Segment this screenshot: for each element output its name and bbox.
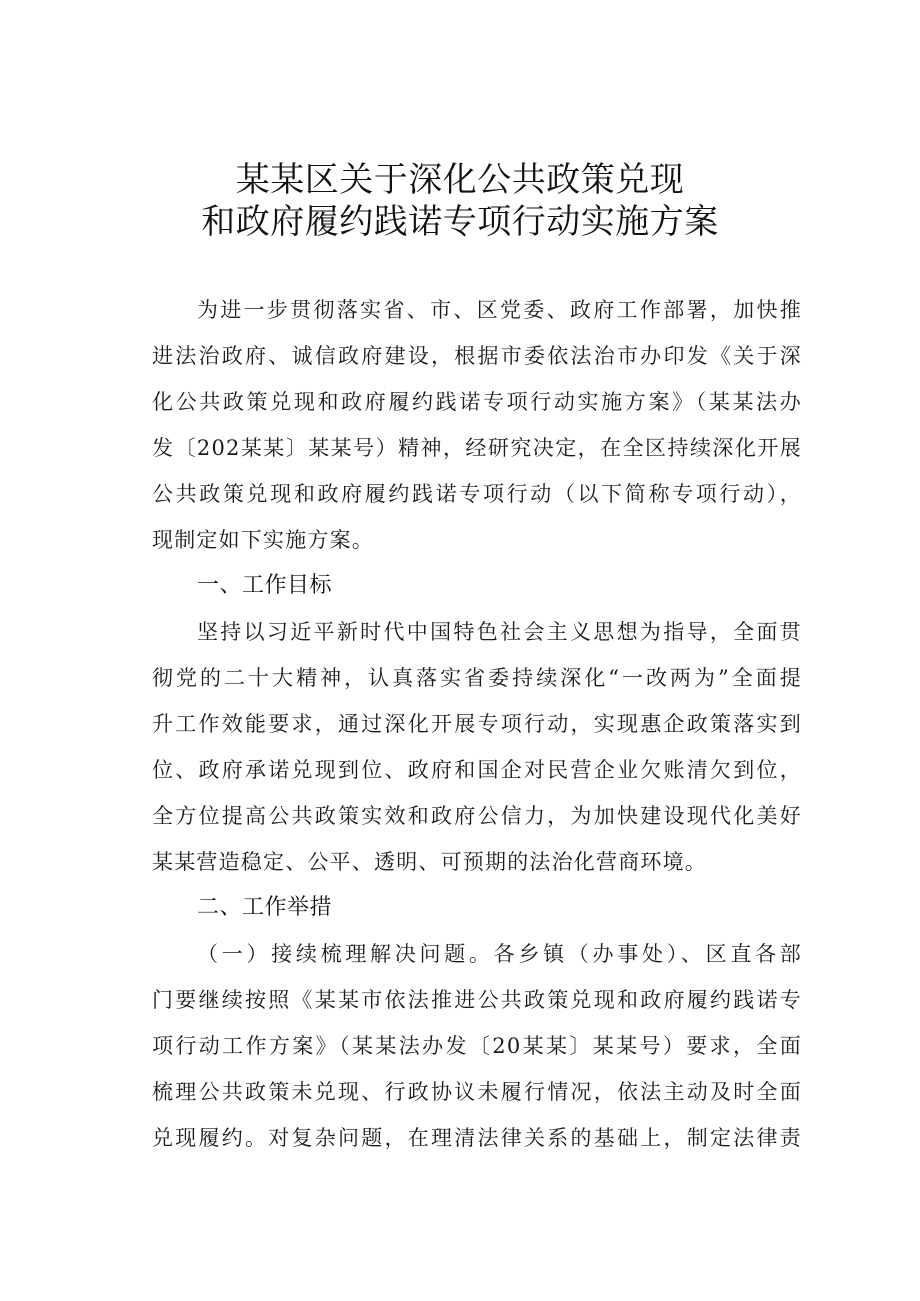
section-heading-measures: 二、工作举措 bbox=[197, 895, 333, 920]
intro-line: 发〔202某某〕某某号）精神，经研究决定，在全区持续深化开展 bbox=[152, 436, 802, 460]
intro-line: 进法治政府、诚信政府建设，根据市委依法治市办印发《关于深 bbox=[152, 344, 802, 368]
document-title-line-2: 和政府履约践诺专项行动实施方案 bbox=[201, 202, 719, 242]
intro-line: 现制定如下实施方案。 bbox=[152, 528, 374, 552]
section2-line: 兑现履约。对复杂问题，在理清法律关系的基础上，制定法律责 bbox=[152, 1126, 802, 1150]
intro-line: 公共政策兑现和政府履约践诺专项行动（以下简称专项行动）， bbox=[152, 482, 802, 506]
section1-line: 全方位提高公共政策实效和政府公信力，为加快建设现代化美好 bbox=[152, 804, 802, 828]
section1-line: 某某营造稳定、公平、透明、可预期的法治化营商环境。 bbox=[152, 850, 707, 874]
section1-line: 升工作效能要求，通过深化开展专项行动，实现惠企政策落实到 bbox=[152, 712, 802, 736]
section2-line: 项行动工作方案》（某某法办发〔20某某〕某某号）要求，全面 bbox=[152, 1034, 802, 1058]
section2-line: （一）接续梳理解决问题。各乡镇（办事处）、区直各部 bbox=[197, 942, 802, 966]
section2-line: 门要继续按照《某某市依法推进公共政策兑现和政府履约践诺专 bbox=[152, 988, 802, 1012]
section2-line: 梳理公共政策未兑现、行政协议未履行情况，依法主动及时全面 bbox=[152, 1080, 802, 1104]
section1-line: 坚持以习近平新时代中国特色社会主义思想为指导，全面贯 bbox=[197, 620, 802, 644]
intro-line: 化公共政策兑现和政府履约践诺专项行动实施方案》（某某法办 bbox=[152, 390, 802, 414]
section1-line: 彻党的二十大精神，认真落实省委持续深化“一改两为”全面提 bbox=[152, 666, 802, 690]
document-title-line-1: 某某区关于深化公共政策兑现 bbox=[235, 160, 685, 200]
section-heading-goals: 一、工作目标 bbox=[197, 573, 333, 598]
intro-line: 为进一步贯彻落实省、市、区党委、政府工作部署，加快推 bbox=[197, 298, 802, 322]
section1-line: 位、政府承诺兑现到位、政府和国企对民营企业欠账清欠到位， bbox=[152, 758, 802, 782]
